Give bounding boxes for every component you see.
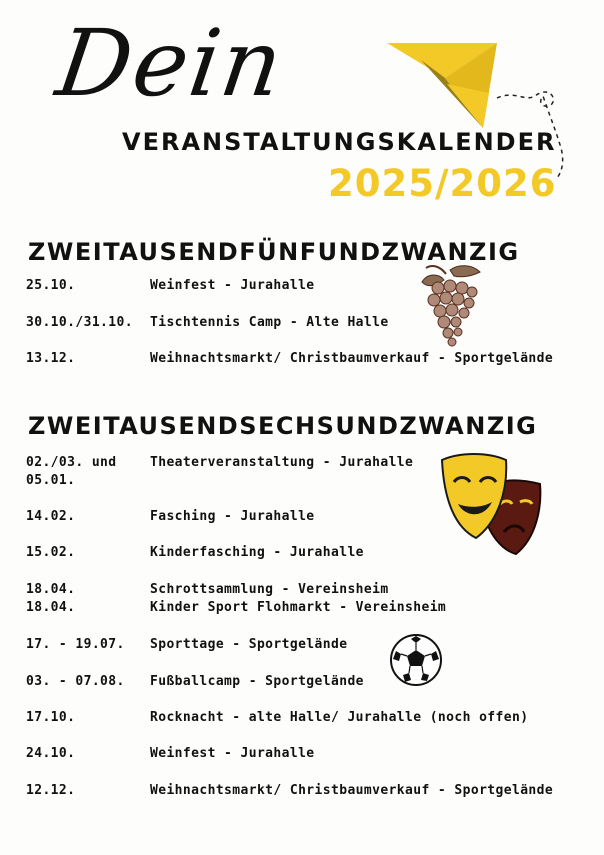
event-name: Weihnachtsmarkt/ Christbaumverkauf - Sportgelände xyxy=(150,783,554,798)
event-date: 17.10. xyxy=(26,710,76,725)
event-date: 18.04. 18.04. xyxy=(26,582,76,615)
year-label: 2025/2026 xyxy=(328,162,557,205)
event-name: Theaterveranstaltung - Jurahalle xyxy=(150,455,414,470)
paper-plane-icon xyxy=(385,38,565,208)
soccer-ball-icon xyxy=(389,633,443,687)
event-name: Sporttage - Sportgelände xyxy=(150,637,348,652)
event-name: Kinderfasching - Jurahalle xyxy=(150,545,364,560)
event-date: 25.10. xyxy=(26,278,76,293)
event-name: Weinfest - Jurahalle xyxy=(150,278,315,293)
event-date: 03. - 07.08. xyxy=(26,674,125,689)
event-name: Fasching - Jurahalle xyxy=(150,509,315,524)
event-name: Weihnachtsmarkt/ Christbaumverkauf - Sportgelände xyxy=(150,351,554,366)
event-name: Tischtennis Camp - Alte Halle xyxy=(150,315,389,330)
section-heading-2026: ZWEITAUSENDSECHSUNDZWANZIG xyxy=(28,412,538,440)
event-date: 17. - 19.07. xyxy=(26,637,125,652)
event-name: Weinfest - Jurahalle xyxy=(150,746,315,761)
event-name: Rocknacht - alte Halle/ Jurahalle (noch offen) xyxy=(150,710,529,725)
event-name: Schrottsammlung - Vereinsheim Kinder Sport Flohmarkt - Vereinsheim xyxy=(150,582,447,615)
event-name: Fußballcamp - Sportgelände xyxy=(150,674,364,689)
event-date: 02./03. und 05.01. xyxy=(26,455,117,488)
theater-masks-icon xyxy=(440,452,550,562)
event-date: 30.10./31.10. xyxy=(26,315,133,330)
script-title: Dein xyxy=(50,10,291,117)
grapes-icon xyxy=(414,262,494,354)
event-date: 13.12. xyxy=(26,351,76,366)
page-subtitle: VERANSTALTUNGSKALENDER xyxy=(122,128,557,156)
event-date: 14.02. xyxy=(26,509,76,524)
section-heading-2025: ZWEITAUSENDFÜNFUNDZWANZIG xyxy=(28,238,520,266)
event-date: 12.12. xyxy=(26,783,76,798)
event-date: 24.10. xyxy=(26,746,76,761)
event-date: 15.02. xyxy=(26,545,76,560)
